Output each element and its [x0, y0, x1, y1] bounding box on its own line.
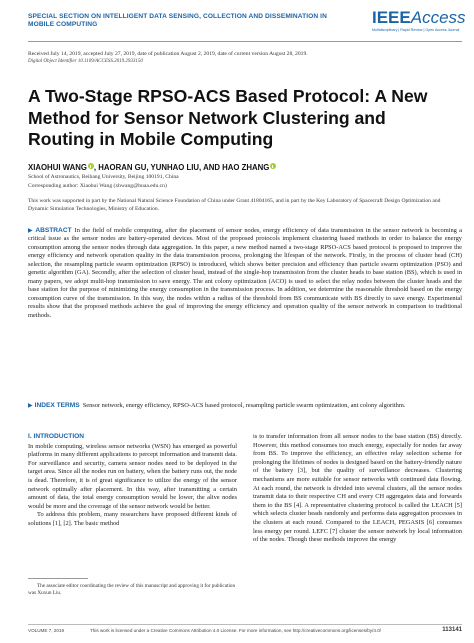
author-rest: , HAORAN GU, YUNHAO LIU, AND HAO ZHANG: [93, 163, 270, 172]
special-section-line-1: SPECIAL SECTION ON INTELLIGENT DATA SENSING, COLLECTION AND DISSEMINATION IN: [28, 13, 327, 20]
logo-access-text: Access: [410, 8, 466, 27]
body-column-right: [253, 433, 462, 545]
funding-statement: This work was supported in part by the National Natural Science Foundation of China under Grant 41804165, and in part by the Key Laboratory of Spacecraft Design Optimization and Dynamic Simulation Technologies, Ministry of Education.: [28, 198, 441, 212]
publication-dates: Received July 14, 2019, accepted July 27, 2019, date of publication August 2, 2019, date of current version August 28, 2019.: [28, 51, 308, 57]
special-section-line-2: MOBILE COMPUTING: [28, 21, 98, 29]
paper-title: A Two-Stage RPSO-ACS Based Protocol: A New Method for Sensor Network Clustering and Routing in Mobile Computing: [28, 86, 428, 149]
abstract-text: In the field of mobile computing, after the placement of sensor nodes, energy efficiency of data transmission in the sensor network is becoming a critical issue as the sensor nodes are battery-operated devices. Most of the proposed protocols implement clustering based methods in order to balance the energy consumption among the sensor nodes through data aggregation. In this paper, a new method named a two-stage RPSO-ACS based protocol is proposed to improve the energy efficiency and network operation quality in the data transmission process, prolonging the lifespan of the network. Firstly, in the process of cluster head (CH) selection, the resampling particle swarm optimization (RPSO) is introduced, which shows better precision and efficiency than particle swarm optimization (PSO) and genetic algorithm (GA). Secondly, after the selection of cluster head, instead of the single-hop transmission from the cluster heads to base station (BS), which is used in many papers, we adopt multi-hop transmission to save energy. The ant colony optimization (ACO) is used to select the relay nodes between the cluster heads and the base station for the purpose of minimizing the energy consumption in the transmission process. In addition, we determine the reasonable threshold based on the energy consumption curve of the transmission. In this way, the nodes within a radius of the threshold from BS communicate with BS directly to save energy. Experimental results show that the proposed methods achieve the goal of improving the energy efficiency and operation quality of the sensor network in comparison to traditional methods.: [28, 227, 462, 319]
logo-tagline: Multidisciplinary | Rapid Review | Open Access Journal: [372, 28, 460, 32]
doi: Digital Object Identifier 10.1109/ACCESS.2019.2933150: [28, 59, 143, 64]
footnote-divider: [28, 578, 88, 579]
intro-paragraph-continued: is to transfer information from all sensor nodes to the base station (BS) directly. However, this method consumes too much energy, especially for nodes far away from BS. To improve the efficiency, an effective relay selection scheme for prolonging the lifetimes of nodes is designed based on the battery-friendly nature of the battery [3], but the quality of surveillance decreases. Clustering mechanisms are more suitable for sensor networks with continued data flowing. At each round, the network is divided into several clusters, all the sensor nodes transmit data to their respective CH and every CH aggregates data and forwards them to the BS [4]. A representative clustering protocol is called the LEACH [5] which selects cluster heads randomly and performs data aggregation processes in the clusters at each round. Compared to the LEACH, PEGASIS [6] consumes less energy per round. LEFC [7] cluster the sensor network by local information of the nodes. Though these methods improve the energy: [253, 433, 462, 544]
orcid-icon[interactable]: [88, 163, 94, 169]
footer-divider: [28, 624, 462, 625]
affiliation: School of Astronautics, Beihang University, Beijing 100191, China: [28, 174, 179, 180]
index-terms-label: INDEX TERMS: [34, 402, 80, 409]
intro-paragraph-2: To address this problem, many researchers have proposed different kinds of solutions [1], [2]. The basic method: [28, 511, 237, 527]
special-section-header: [28, 13, 348, 29]
section-heading-introduction: I. INTRODUCTION: [28, 433, 85, 440]
triangle-bullet-icon: ▶: [28, 227, 34, 234]
author-first: XIAOHUI WANG: [28, 163, 87, 172]
page-number: 113141: [442, 627, 462, 633]
intro-paragraph-1: In mobile computing, wireless sensor networks (WSN) has emerged as powerful platforms in many different applications to percept information and transmit data. For surveillance and security, camera sensor nodes need to be deployed in the target area. Since all the nodes run on battery, when the battery runs out, the node is dead. Therefore, it is of great significance to utilize the energy of the sensor network optimally after placement. In this way, after transmitting a certain amount of data, the total energy consumption would be lower, the alive nodes would be more and the coverage of the sensor network would be better.: [28, 442, 237, 510]
footer-license[interactable]: This work is licensed under a Creative Commons Attribution 4.0 License. For more information, see http://creativecommons.org/licenses/by/4.0/: [90, 628, 382, 633]
header-divider: [28, 41, 462, 42]
index-terms-text: Sensor network, energy efficiency, RPSO-ACS based protocol, resampling particle swarm optimization, ant colony algorithm.: [82, 402, 406, 409]
editor-footnote: The associate editor coordinating the review of this manuscript and approving it for publication was Xuxun Liu.: [28, 583, 236, 596]
footer-volume: VOLUME 7, 2019: [28, 628, 65, 633]
ieee-access-logo: [372, 8, 466, 39]
abstract-label: ABSTRACT: [35, 227, 72, 234]
orcid-icon[interactable]: [270, 163, 276, 169]
corresponding-author: Corresponding author: Xiaohui Wang (xhwang@buaa.edu.cn): [28, 183, 167, 189]
index-terms: [28, 402, 462, 410]
logo-ieee-text: IEEE: [372, 8, 411, 27]
abstract: [28, 227, 462, 320]
triangle-bullet-icon: ▶: [28, 402, 33, 409]
author-list: [28, 163, 462, 172]
body-column-left: [28, 433, 237, 529]
